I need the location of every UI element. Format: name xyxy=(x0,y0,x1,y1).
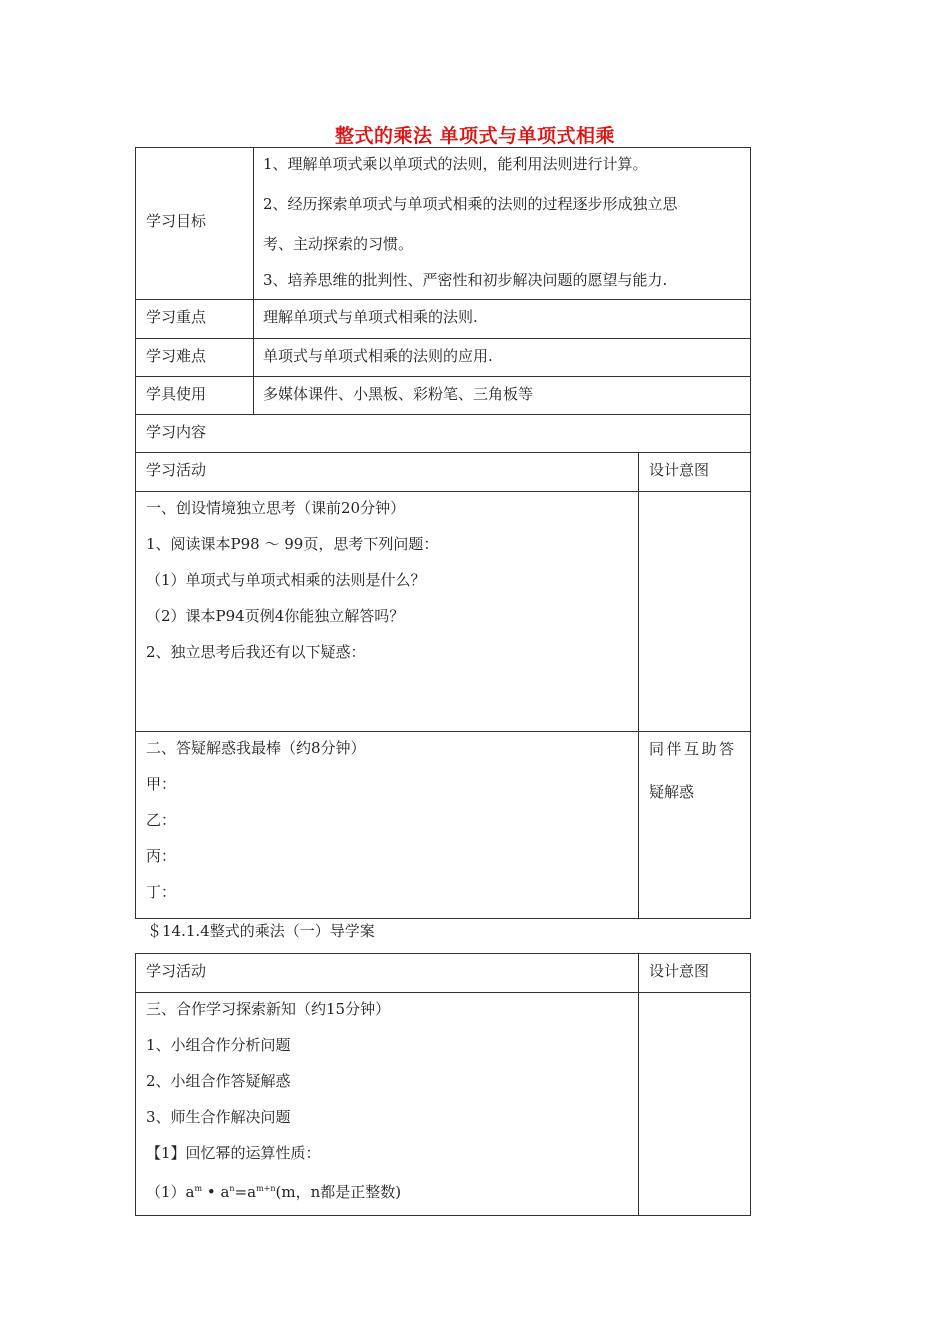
section2-line: 丁： xyxy=(146,883,177,901)
section2-cell xyxy=(136,732,639,919)
section3-heading: 三、合作学习探索新知（约15分钟） xyxy=(146,1000,391,1018)
goals-cell xyxy=(254,148,751,300)
design-header: 设计意图 xyxy=(639,954,751,993)
lesson-plan-table xyxy=(135,147,751,919)
goal-item: 3、培养思维的批判性、严密性和初步解决问题的愿望与能力. xyxy=(263,271,668,289)
goal-item: 考、主动探索的习惯。 xyxy=(263,235,414,253)
lesson-plan-table-continued xyxy=(135,953,751,1216)
activity-header: 学习活动 xyxy=(136,954,639,993)
tools-label: 学具使用 xyxy=(136,377,254,415)
activity-header: 学习活动 xyxy=(136,453,639,492)
section3-line: 1、小组合作分析问题 xyxy=(146,1036,291,1054)
power-formula: $(1)a^m$ • $a^n=a^{m+n}(m$，n都是正整数) xyxy=(146,1183,402,1201)
goal-item: 1、理解单项式乘以单项式的法则，能利用法则进行计算。 xyxy=(263,155,648,173)
section2-design-cell xyxy=(639,732,751,919)
section3-design-cell xyxy=(639,993,751,1216)
goal-item: 2、经历探索单项式与单项式相乘的法则的过程逐步形成独立思 xyxy=(263,195,678,213)
section1-heading: 一、创设情境独立思考（课前20分钟） xyxy=(146,499,406,517)
difficulty-value: 单项式与单项式相乘的法则的应用. xyxy=(254,339,751,377)
section3-line: 【1】回忆幂的运算性质： xyxy=(146,1144,321,1162)
key-point-value: 理解单项式与单项式相乘的法则. xyxy=(254,300,751,339)
section1-line: 1、阅读课本P98 ～ 99页，思考下列问题： xyxy=(146,535,439,553)
section2-design-line: 疑解惑 xyxy=(649,783,695,801)
section2-design-line: 同伴互助答 xyxy=(649,740,737,758)
key-point-label: 学习重点 xyxy=(136,300,254,339)
tools-value: 多媒体课件、小黑板、彩粉笔、三角板等 xyxy=(254,377,751,415)
section2-heading: 二、答疑解惑我最棒（约8分钟） xyxy=(146,739,366,757)
section3-cell xyxy=(136,993,639,1216)
goals-label-cell xyxy=(136,148,254,300)
section2-line: 甲： xyxy=(146,775,177,793)
section3-line: 2、小组合作答疑解惑 xyxy=(146,1072,291,1090)
section2-line: 丙： xyxy=(146,847,177,865)
section1-line: 2、独立思考后我还有以下疑惑： xyxy=(146,643,366,661)
section2-line: 乙： xyxy=(146,811,177,829)
section1-line: （1）单项式与单项式相乘的法则是什么？ xyxy=(146,571,426,589)
footer-note: ＄14.1.4整式的乘法（一）导学案 xyxy=(147,922,375,940)
section1-line: （2）课本P94页例4你能独立解答吗？ xyxy=(146,607,405,625)
page-title: 整式的乘法 单项式与单项式相乘 xyxy=(334,125,616,147)
design-header: 设计意图 xyxy=(639,453,751,492)
section1-cell xyxy=(136,492,639,732)
section3-line: 3、师生合作解决问题 xyxy=(146,1108,291,1126)
goals-label: 学习目标 xyxy=(146,212,207,230)
content-label: 学习内容 xyxy=(136,415,751,453)
difficulty-label: 学习难点 xyxy=(136,339,254,377)
section1-design-cell xyxy=(639,492,751,732)
